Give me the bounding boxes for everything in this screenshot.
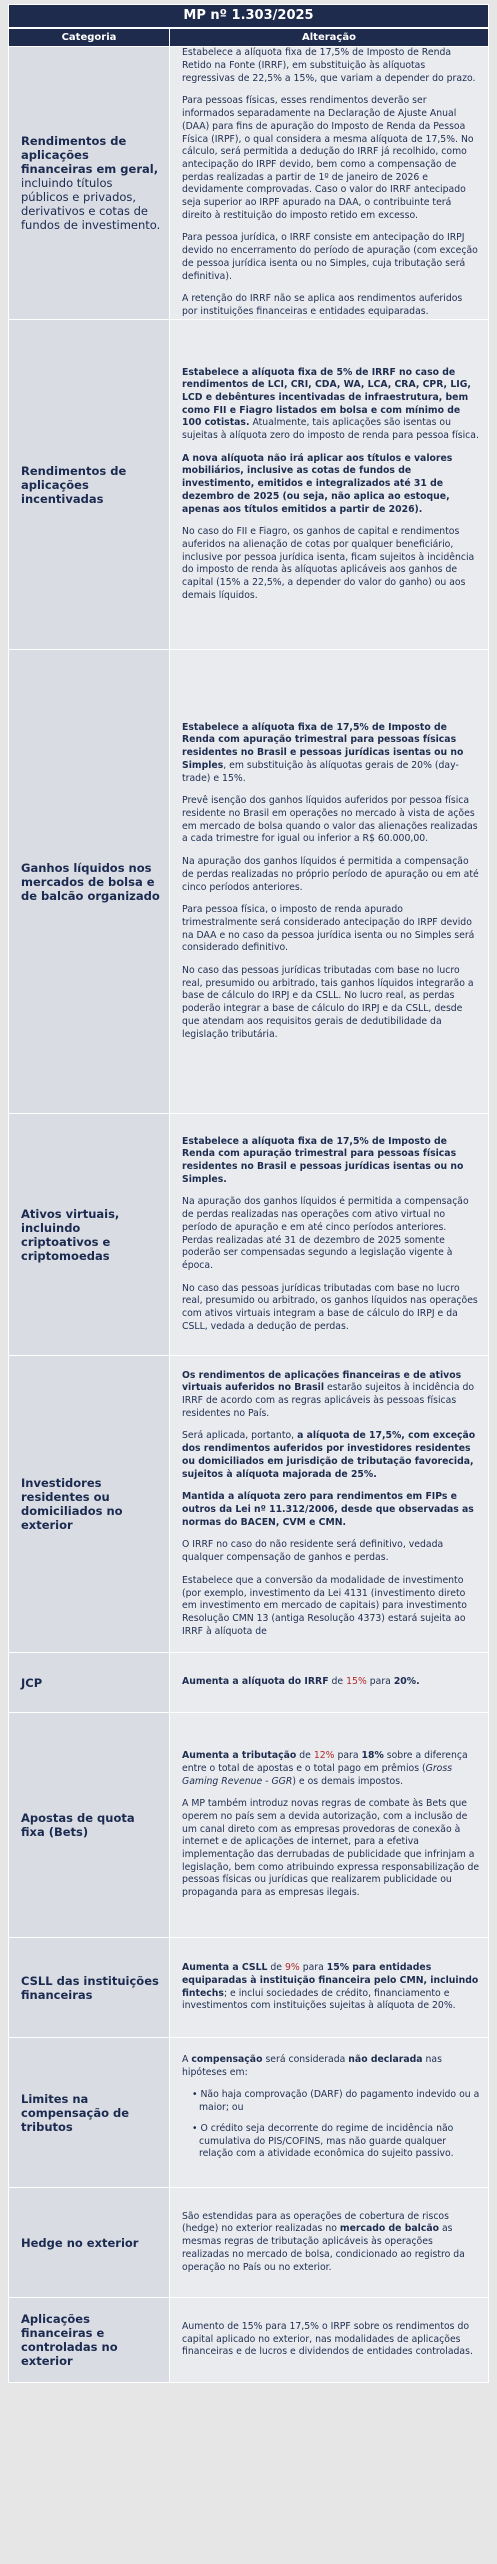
change-paragraph: Estabelece que a conversão da modalidade de investimento (por exemplo, investimento da Lei 4131 (investimento direto em investimento em mercado de capitais) para investimento Resolução CMN 13 (antiga Resolução 4373) estará sujeita ao IRRF à alíquota de [182,1574,467,1637]
change-cell [170,2188,489,2298]
change-cell [170,1713,489,1938]
regular-text: para [366,1676,394,1688]
change-paragraph: No caso do FII e Fiagro, os ganhos de capital e rendimentos auferidos na alienação de cotas por qualquer beneficiário, inclusive por pessoa jurídica isenta, ficam sujeitos à incidência do imposto de renda às alíquotas aplicáveis aos ganhos de capital (15% a 22,5%, a depender do valor do ganho) ou aos demais líquidos. [182,526,475,601]
bold-text: Os rendimentos de aplicações financeiras e de ativos virtuais auferidos no Brasil [182,1369,462,1394]
bold-text: Estabelece a alíquota fixa de 17,5% de Imposto de Renda com apuração trimestral para pessoas físicas residentes no Brasil e pessoas jurídicas isentas ou no Simples [182,721,464,771]
old-rate-text: 9% [284,1962,300,1974]
change-paragraph: Aumento de 15% para 17,5% o IRPF sobre os rendimentos do capital aplicado no exterior, nas modalidades de aplicações financeiras e de lucros e dividendos de entidades controladas. [182,2320,473,2358]
category-cell [9,1938,170,2038]
change-paragraph [182,367,480,443]
change-paragraph [182,1676,480,1689]
change-paragraph [182,1750,480,1788]
table-row [9,1114,489,1356]
change-paragraph: No caso das pessoas jurídicas tributadas com base no lucro real, presumido ou arbitrado, os ganhos líquidos nas operações com ativos virtuais integram a base de cálculo do IRPJ e da CSLL, vedada a dedução de perdas. [182,1282,478,1332]
bold-text: 15% para entidades equiparadas à instituição financeira pelo CMN, incluindo fintechs [182,1962,479,1999]
regular-text: de [328,1676,347,1688]
regular-text: Atualmente, tais aplicações são isentas ou sujeitas à alíquota zero do imposto de renda para pessoa física. [182,417,479,442]
change-cell [170,650,489,1114]
change-paragraph [182,2211,480,2275]
change-paragraph: A nova alíquota não irá aplicar aos títulos e valores mobiliários, inclusive as cotas de fundos de investimento, emitidos e integralizados até 31 de dezembro de 2025 (ou seja, não aplica ao estoque, apenas aos títulos emitidos a partir de 2026). [182,452,453,515]
category-cell [9,1114,170,1356]
change-cell [170,1653,489,1713]
category-cell [9,1356,170,1653]
regular-text: será considerada [262,2054,349,2066]
old-rate-text: 12% [313,1750,335,1762]
bold-text: Aumenta a CSLL [182,1962,268,1974]
change-cell [170,1938,489,2038]
change-paragraph: Estabelece a alíquota fixa de 17,5% de Imposto de Renda com apuração trimestral para pessoas físicas residentes no Brasil e pessoas jurídicas isentas ou no Simples. [182,1135,464,1185]
table-row [9,2188,489,2298]
change-paragraph [182,1430,480,1481]
category-label: Hedge no exterior [21,2235,139,2250]
bold-text: 20%. [393,1676,420,1688]
table-row [9,1356,489,1653]
regular-text: São estendidas para as operações de cobertura de riscos (hedge) no exterior realizadas no [182,2210,449,2235]
table-row [9,2298,489,2383]
change-paragraph: Para pessoas físicas, esses rendimentos deverão ser informados separadamente na Declaração de Ajuste Anual (DAA) para fins de apuração do Imposto de Renda da Pessoa Física (IRPF), o qual considera a mesma alíquota de 17,5%. No cálculo, será permitida a dedução do IRRF já recolhido, como antecipação do IRPF devido, bem como a compensação de perdas realizadas a partir de 1º de janeiro de 2026 e devidamente comprovadas. Caso o valor do IRRF antecipado seja superior ao IRPF apurado na DAA, o contribuinte terá direito à restituição do imposto retido em excesso. [182,95,474,221]
document [8,4,489,2383]
category-cell [9,650,170,1114]
bold-text: Aumenta a alíquota do IRRF [182,1676,329,1688]
category-label: Rendimentos de aplicações financeiras em geral, [21,134,159,176]
bold-text: Aumenta a tributação [182,1750,297,1762]
category-cell [9,2188,170,2298]
change-cell [170,1356,489,1653]
document-title: MP nº 1.303/2025 [8,4,489,28]
category-label: Aplicações financeiras e controladas no exterior [21,2312,118,2368]
category-cell [9,47,170,320]
table-header-row [9,29,489,47]
change-paragraph: Prevê isenção dos ganhos líquidos auferidos por pessoa física residente no Brasil em operações no mercado à vista de ações em mercado de bolsa quando o valor das alienações realizadas a cada trimestre for igual ou inferior a R$ 60.000,00. [182,795,478,845]
bold-text: mercado de balcão [339,2223,440,2235]
category-label: Apostas de quota fixa (Bets) [21,1811,135,1839]
regular-text: nas hipóteses em: [182,2054,442,2078]
category-label: Rendimentos de aplicações incentivadas [21,463,127,506]
change-paragraph: Na apuração dos ganhos líquidos é permitida a compensação de perdas realizadas no próprio período de apuração ou em até cinco períodos anteriores. [182,856,479,893]
regular-text: Será aplicada, portanto, [182,1430,298,1442]
old-rate-text: 15% [346,1676,367,1688]
bold-text: não declarada [348,2054,423,2066]
table-row [9,1713,489,1938]
regular-text: estarão sujeitos à incidência do IRRF de acordo com as regras aplicáveis às pessoas físicas residentes no País. [182,1382,475,1419]
table-row [9,2038,489,2188]
change-paragraph: A MP também introduz novas regras de combate às Bets que operem no país sem a devida autorização, com a inclusão de um canal direto com as empresas provedoras de conexão à internet e de aplicações de internet, para a efetiva implementação das derrubadas de publicidade que infrinjam a legislação, bem como atribuindo expressa responsabilização de pessoas físicas ou jurídicas que realizarem publicidade ou propaganda para as empresas ilegais. [182,1798,480,1899]
regular-text: A [182,2054,192,2066]
regular-text: as mesmas regras de tributação aplicáveis às operações realizadas no mercado de bolsa, condicionado ao registro da operação no País ou no exterior. [182,2223,465,2273]
change-cell [170,47,489,320]
category-label: Limites na compensação de tributos [21,2091,130,2134]
change-cell [170,2038,489,2188]
regular-text: para [299,1962,327,1974]
change-paragraph: A retenção do IRRF não se aplica aos rendimentos auferidos por instituições financeiras e entidades equiparadas. [182,293,463,317]
regular-text: de [267,1962,285,1974]
regular-text: sobre a diferença entre o total de apostas e o total pago em prêmios ( [182,1750,468,1774]
change-cell [170,320,489,650]
category-cell [9,2298,170,2383]
table-row [9,320,489,650]
change-cell [170,2298,489,2383]
regular-text: para [334,1750,362,1762]
italic-text: Gross Gaming Revenue - GGR [182,1762,453,1787]
column-header-categoria: Categoria [9,29,170,47]
regular-text: ) e os demais impostos. [292,1775,404,1787]
table-row [9,1938,489,2038]
regular-text: , em substituição às alíquotas gerais de 20% (day-trade) e 15%. [182,759,459,784]
change-paragraph: Estabelece a alíquota fixa de 17,5% de Imposto de Renda Retido na Fonte (IRRF), em substituição às alíquotas regressivas de 22,5% a 15%, que variam a depender do prazo. [182,47,476,84]
category-label: CSLL das instituições financeiras [21,1973,159,2002]
change-paragraph: Para pessoa física, o imposto de renda apurado trimestralmente será considerado antecipação do IRPF devido na DAA e no caso da pessoa jurídica isenta ou no Simples será considerado definitivo. [182,904,475,954]
bold-text: Estabelece a alíquota fixa de 5% de IRRF no caso de rendimentos de LCI, CRI, CDA, WA, LCA, CRA, CPR, LIG, LCD e debêntures incentivadas de infraestrutura, bem como FII e Fiagro listados em bolsa e com mínimo de 100 cotistas. [182,366,471,429]
category-cell [9,320,170,650]
table-row [9,650,489,1114]
category-label: Ativos virtuais, incluindo criptoativos e criptomoedas [21,1206,120,1263]
table-row [9,47,489,320]
category-sublabel: incluindo títulos públicos e privados, derivativos e cotas de fundos de investimento. [21,176,161,232]
bold-text: compensação [191,2054,263,2066]
conditions-list [182,2089,480,2161]
change-paragraph [182,1962,480,2013]
change-paragraph: No caso das pessoas jurídicas tributadas com base no lucro real, presumido ou arbitrado, tais ganhos líquidos integrarão a base de cálculo do IRPJ e da CSLL. No lucro real, as perdas poderão integrar a base de cálculo do IRPJ e da CSLL, desde que atendam aos requisitos gerais de dedutibilidade da legislação tributária. [182,965,474,1040]
bold-text: a alíquota de 17,5%, com exceção dos rendimentos auferidos por investidores residentes ou domiciliados em jurisdição de tributação favorecida, sujeitos à alíquota majorada de 25%. [182,1430,476,1480]
changes-table [8,28,489,2383]
list-item: • Não haja comprovação (DARF) do pagamento indevido ou a maior; ou [192,2089,480,2114]
change-paragraph [182,2054,480,2079]
table-row [9,1653,489,1713]
change-paragraph: Para pessoa jurídica, o IRRF consiste em antecipação do IRPJ devido no encerramento do período de apuração (com exceção de pessoa jurídica isenta ou no Simples, cuja tributação será definitiva). [182,232,478,282]
bold-text: 18% [361,1750,384,1762]
regular-text: de [296,1750,314,1762]
regular-text: ; e inclui sociedades de crédito, financiamento e investimentos com instituições sujeitas à alíquota de 20%. [182,1987,456,2012]
category-cell [9,1713,170,1938]
change-cell [170,1114,489,1356]
column-header-alteracao: Alteração [170,29,489,47]
category-label: Ganhos líquidos nos mercados de bolsa e de balcão organizado [21,860,160,903]
category-cell [9,1653,170,1713]
change-paragraph: Na apuração dos ganhos líquidos é permitida a compensação de perdas realizadas nas operações com ativo virtual no período de apuração e em até cinco períodos anteriores. Perdas realizadas até 31 de dezembro de 2025 somente poderão ser compensadas segundo a legislação vigente à época. [182,1196,469,1271]
change-paragraph [182,722,480,786]
change-paragraph: O IRRF no caso do não residente será definitivo, vedada qualquer compensação de ganhos e perdas. [182,1539,444,1564]
category-label: Investidores residentes ou domiciliados no exterior [21,1476,123,1532]
list-item: • O crédito seja decorrente do regime de incidência não cumulativa do PIS/COFINS, mas não guarde qualquer relação com a atividade econômica do sujeito passivo. [192,2122,454,2160]
change-paragraph [182,1370,480,1421]
category-cell [9,2038,170,2188]
change-paragraph: Mantida a alíquota zero para rendimentos em FIPs e outros da Lei nº 11.312/2006, desde que observadas as normas do BACEN, CVM e CMN. [182,1491,474,1528]
category-label: JCP [21,1675,43,1690]
